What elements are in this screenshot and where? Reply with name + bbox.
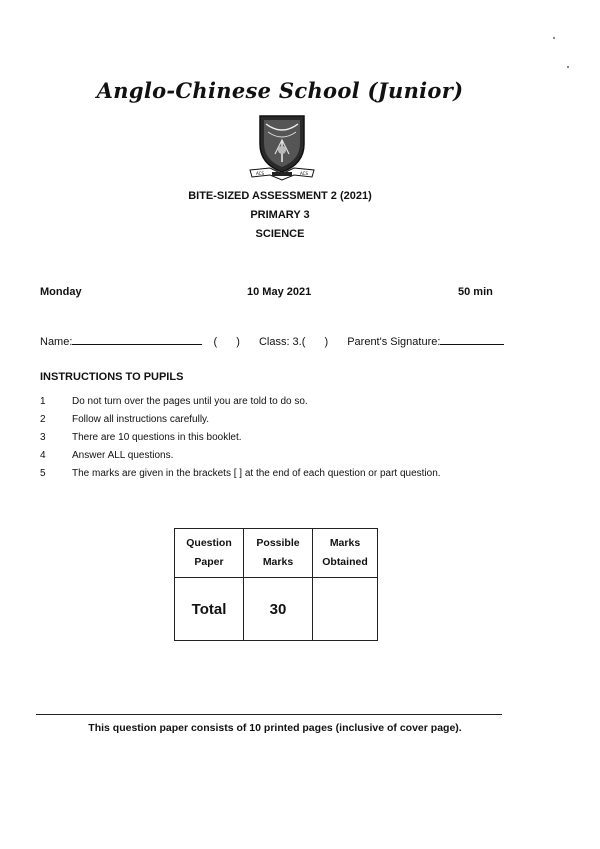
exam-day: Monday xyxy=(40,286,82,298)
instruction-item: 5 The marks are given in the brackets [ ] at the end of each question or part question. xyxy=(40,468,441,479)
table-total-row xyxy=(175,578,378,641)
scan-speck xyxy=(553,37,555,39)
instruction-item: 1 Do not turn over the pages until you are told to do so. xyxy=(40,396,308,407)
possible-total: 30 xyxy=(244,578,313,641)
svg-text:ACS: ACS xyxy=(300,171,308,176)
exam-duration: 50 min xyxy=(458,286,493,298)
instruction-item: 3 There are 10 questions in this booklet. xyxy=(40,432,242,443)
name-field[interactable] xyxy=(72,335,202,345)
instructions-title: INSTRUCTIONS TO PUPILS xyxy=(40,371,184,383)
signature-field[interactable] xyxy=(440,335,504,345)
index-paren-close: ) xyxy=(236,336,240,348)
table-header-row xyxy=(175,529,378,578)
instruction-item: 2 Follow all instructions carefully. xyxy=(40,414,210,425)
class-label: Class: 3.( xyxy=(258,336,306,348)
name-label: Name: xyxy=(40,336,73,348)
page-count-note: This question paper consists of 10 printed pages (inclusive of cover page). xyxy=(88,722,462,734)
obtained-total-cell[interactable] xyxy=(313,578,378,641)
scan-speck xyxy=(567,66,569,68)
header-marks-obtained: Marks Obtained xyxy=(313,529,378,578)
signature-label: Parent's Signature: xyxy=(347,336,441,348)
header-possible-marks: Possible Marks xyxy=(244,529,313,578)
total-label: Total xyxy=(175,578,244,641)
svg-text:ACS: ACS xyxy=(256,171,264,176)
subject-title: SCIENCE xyxy=(255,228,305,240)
index-paren-open: ( xyxy=(213,336,218,348)
class-paren-close: ) xyxy=(324,336,329,348)
exam-date: 10 May 2021 xyxy=(247,286,312,298)
assessment-title: BITE-SIZED ASSESSMENT 2 (2021) xyxy=(188,190,372,202)
student-details-line xyxy=(40,335,504,348)
marks-table xyxy=(174,528,378,641)
footer-divider xyxy=(36,714,502,715)
header-question-paper: Question Paper xyxy=(175,529,244,578)
school-name: Anglo-Chinese School (Junior) xyxy=(96,78,464,103)
instruction-item: 4 Answer ALL questions. xyxy=(40,450,174,461)
level-title: PRIMARY 3 xyxy=(250,209,310,221)
school-crest-icon xyxy=(242,110,322,184)
